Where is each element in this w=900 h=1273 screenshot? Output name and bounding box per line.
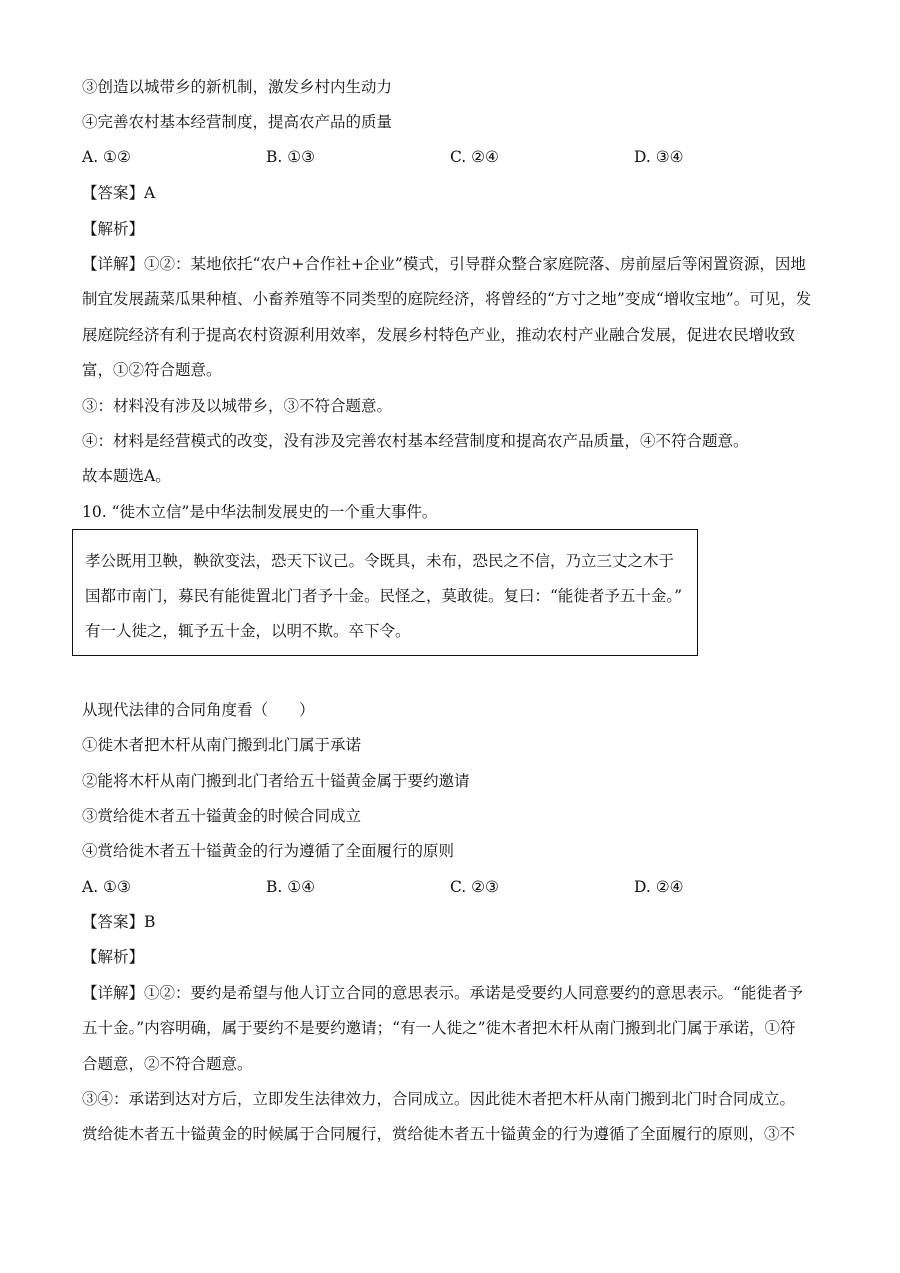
q10-material-line: 孝公既用卫鞅，鞅欲变法，恐天下议己。令既具，未布，恐民之不信，乃立三丈之木于 (85, 552, 675, 570)
q10-analysis-label: 【解析】 (82, 948, 145, 966)
q9-detail-line: ③：材料没有涉及以城带乡，③不符合题意。 (82, 397, 393, 415)
q9-option-b: B. ①③ (266, 148, 316, 166)
q10-material-line: 有一人徙之，辄予五十金，以明不欺。卒下令。 (85, 622, 411, 640)
q10-option-a: A. ①③ (82, 878, 131, 896)
q10-question: 从现代法律的合同角度看（ ） (82, 701, 315, 719)
q9-option-c: C. ②④ (450, 148, 499, 166)
q10-answer: 【答案】B (82, 913, 156, 931)
q9-option-a: A. ①② (82, 148, 131, 166)
q10-material-line: 国都市南门，募民有能徙置北门者予十金。民怪之，莫敢徙。复曰：“能徙者予五十金。” (85, 587, 683, 605)
q9-detail-line: 故本题选A。 (82, 467, 171, 485)
q9-detail-line: 制宜发展蔬菜瓜果种植、小畜养殖等不同类型的庭院经济，将曾经的“方寸之地”变成“增收宝地”。可见，发 (82, 290, 812, 308)
q9-detail-line: ④：材料是经营模式的改变，没有涉及完善农村基本经营制度和提高农产品质量，④不符合题意。 (82, 432, 749, 450)
q9-detail-line: 富，①②符合题意。 (82, 361, 222, 379)
q10-detail-line: 合题意，②不符合题意。 (82, 1055, 253, 1073)
q10-option-d: D. ②④ (634, 878, 684, 896)
q9-analysis-label: 【解析】 (82, 220, 145, 238)
q9-item-3: ③创造以城带乡的新机制，激发乡村内生动力 (82, 78, 393, 96)
q10-detail-line: ③④：承诺到达对方后，立即发生法律效力，合同成立。因此徙木者把木杆从南门搬到北门时合同成立。 (82, 1090, 796, 1108)
q9-detail-line: 展庭院经济有利于提高农村资源利用效率，发展乡村特色产业，推动农村产业融合发展，促进农民增收致 (82, 326, 796, 344)
q10-item-4: ④赏给徙木者五十镒黄金的行为遵循了全面履行的原则 (82, 842, 455, 860)
q10-item-3: ③赏给徙木者五十镒黄金的时候合同成立 (82, 807, 362, 825)
q10-item-2: ②能将木杆从南门搬到北门者给五十镒黄金属于要约邀请 (82, 772, 470, 790)
q10-option-c: C. ②③ (450, 878, 499, 896)
q10-detail-line: 【详解】①②：要约是希望与他人订立合同的意思表示。承诺是受要约人同意要约的意思表示。“能徙者予 (82, 984, 803, 1002)
q9-item-4: ④完善农村基本经营制度，提高农产品的质量 (82, 113, 393, 131)
q9-option-d: D. ③④ (634, 148, 684, 166)
q9-detail-line: 【详解】①②：某地依托“农户+合作社+企业”模式，引导群众整合家庭院落、房前屋后等闲置资源，因地 (82, 255, 806, 273)
q10-item-1: ①徙木者把木杆从南门搬到北门属于承诺 (82, 736, 362, 754)
q10-stem: 10. “徙木立信”是中华法制发展史的一个重大事件。 (82, 503, 438, 521)
q10-detail-line: 五十金。”内容明确，属于要约不是要约邀请；“有一人徙之”徙木者把木杆从南门搬到北门属于承诺，①符 (82, 1019, 796, 1037)
q10-material-box (72, 529, 698, 656)
q9-answer: 【答案】A (82, 184, 156, 202)
q10-option-b: B. ①④ (266, 878, 316, 896)
q10-detail-line: 赏给徙木者五十镒黄金的时候属于合同履行，赏给徙木者五十镒黄金的行为遵循了全面履行的原则，③不 (82, 1125, 796, 1143)
